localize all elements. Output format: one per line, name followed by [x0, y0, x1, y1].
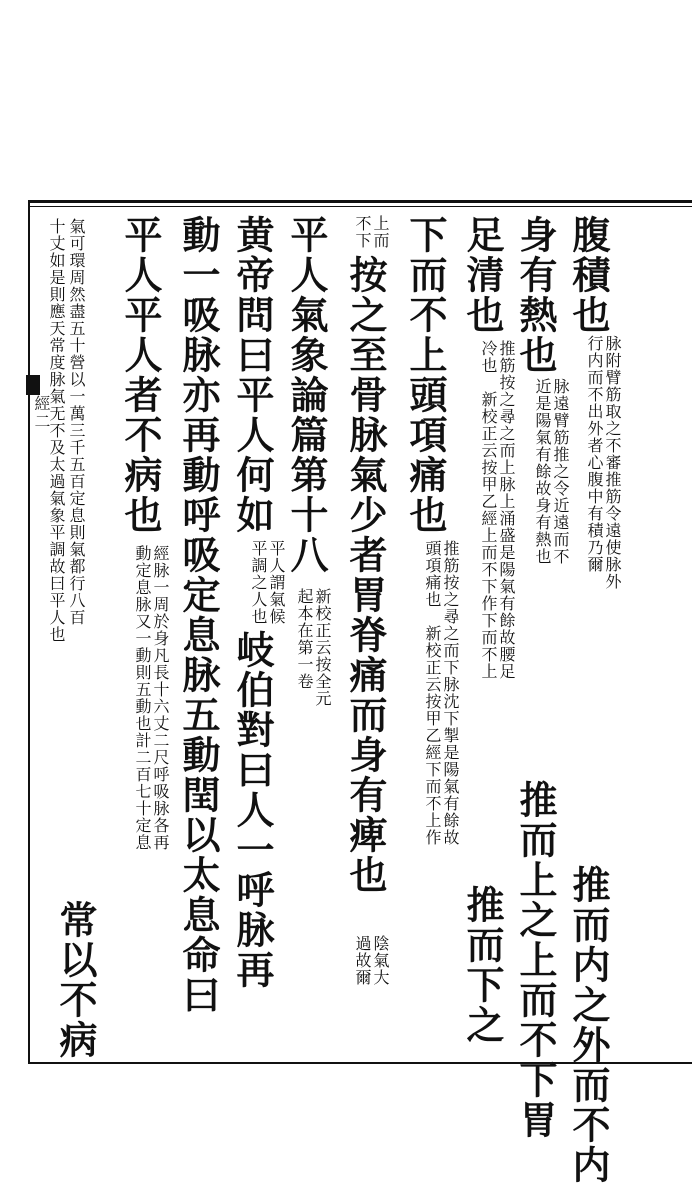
text-column-8	[176, 215, 221, 1015]
annotation-5c	[372, 935, 389, 986]
text-column-2-cont	[513, 780, 558, 1140]
fishtail-mark	[26, 375, 40, 395]
frame-left-rule	[28, 200, 30, 1064]
note-line: 經脉一周於身凡長十六丈二尺呼吸脉各再	[151, 545, 170, 851]
note-line: 頭項痛也 新校正云按甲乙經下而不上作	[423, 540, 442, 846]
main-text: 推而上之上而不下胃	[513, 780, 558, 1140]
text-column-7	[230, 215, 275, 535]
main-text: 身有熱也	[513, 215, 558, 375]
text-column-3-cont	[460, 885, 505, 1045]
annotation-10a	[68, 218, 85, 626]
annotation-2b	[534, 378, 551, 565]
note-line: 近是陽氣有餘故身有熱也	[533, 378, 552, 565]
annotation-1a	[604, 335, 621, 590]
note-line: 起本在第一卷	[295, 588, 314, 690]
annotation-3a	[498, 340, 515, 680]
note-line: 冷也 新校正云按甲乙經上而不下作下而不上	[479, 340, 498, 680]
text-column-9	[118, 215, 163, 535]
text-column-10-cont	[53, 900, 98, 1060]
annotation-6b	[296, 588, 313, 690]
chapter-title: 平人氣象論篇第十八	[284, 215, 329, 575]
main-text: 岐伯對曰人一呼脉再	[230, 630, 275, 990]
annotation-5a	[372, 215, 389, 249]
annotation-9a	[152, 545, 169, 851]
annotation-1b	[586, 335, 603, 573]
text-column-4	[403, 215, 448, 535]
annotation-3b	[480, 340, 497, 680]
main-text: 黄帝問曰平人何如	[230, 215, 275, 535]
annotation-5b	[354, 215, 371, 249]
text-column-3	[460, 215, 505, 335]
note-line: 平調之人也	[249, 540, 268, 625]
note-line: 脉附臂筋取之不審推筋令遠使脉外	[603, 335, 622, 590]
edge-label: 經二	[32, 395, 51, 431]
note-line: 十丈如是則應天常度脉氣无不及太過氣象平調故曰平人也	[47, 218, 66, 643]
note-line: 動定息脉又一動則五動也計二百七十定息	[133, 545, 152, 851]
frame-top-inner-rule	[28, 206, 692, 207]
annotation-10b	[48, 218, 65, 643]
frame-top-rule	[28, 200, 692, 203]
text-column-5	[343, 255, 388, 895]
main-text: 動一吸脉亦再動呼吸定息脉五動閏以太息命曰	[176, 215, 221, 1015]
main-text: 推而内之外而不内	[566, 865, 611, 1185]
text-column-1-cont	[566, 865, 611, 1185]
main-text: 推而下之	[460, 885, 505, 1045]
text-column-6-title	[284, 215, 329, 575]
note-line: 不下	[353, 215, 372, 249]
note-line: 脉遠臂筋推之令近遠而不	[551, 378, 570, 565]
text-column-1	[566, 215, 611, 335]
main-text: 下而不上頭項痛也	[403, 215, 448, 535]
annotation-6a	[314, 588, 331, 707]
annotation-9b	[134, 545, 151, 851]
main-text: 足清也	[460, 215, 505, 335]
annotation-4a	[442, 540, 459, 846]
annotation-7a	[268, 540, 285, 625]
note-line: 推筋按之尋之而下脉沈下掣是陽氣有餘故	[441, 540, 460, 846]
annotation-7b	[250, 540, 267, 625]
text-column-7-cont	[230, 630, 275, 990]
text-column-2	[513, 215, 558, 375]
note-line: 推筋按之尋之而上脉上涌盛是陽氣有餘故腰足	[497, 340, 516, 680]
note-line: 上而	[371, 215, 390, 249]
note-line: 氣可環周然盡五十營以一萬三千五百定息則氣都行八百	[67, 218, 86, 626]
annotation-4b	[424, 540, 441, 846]
annotation-5d	[354, 935, 371, 986]
note-line: 行内而不出外者心腹中有積乃爾	[585, 335, 604, 573]
main-text: 常以不病	[53, 900, 98, 1060]
main-text: 腹積也	[566, 215, 611, 335]
note-line: 陰氣大	[371, 935, 390, 986]
note-line: 過故爾	[353, 935, 372, 986]
note-line: 平人謂氣候	[267, 540, 286, 625]
note-line: 新校正云按全元	[313, 588, 332, 707]
main-text: 平人平人者不病也	[118, 215, 163, 535]
annotation-2a	[552, 378, 569, 565]
main-text: 按之至骨脉氣少者胃脊痛而身有痺也	[343, 255, 388, 895]
